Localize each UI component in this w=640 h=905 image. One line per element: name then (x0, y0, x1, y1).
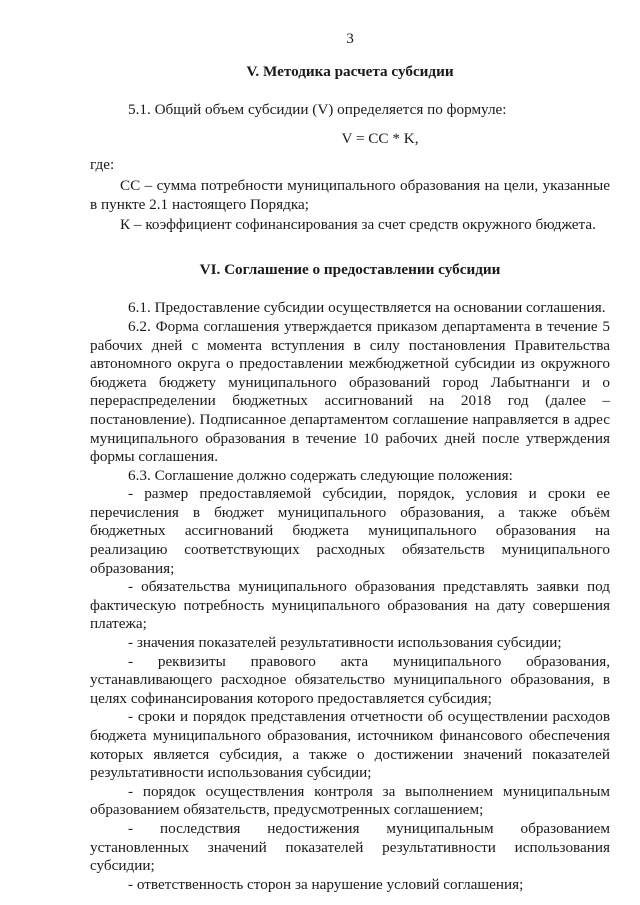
formula: V = CC * K, (341, 129, 419, 147)
section-5-heading: V. Методика расчета субсидии (246, 62, 454, 80)
where-label: где: (90, 156, 115, 174)
paragraph-6-2: 6.2. Форма соглашения утверждается приказом департамента в течение 5 рабочих дней с момента вступления в силу постановления Правительства автономного округа о предоставлении межбюджетной субсидии из окружного бюджета бюджету муниципального образований город Лабытнанги и о перераспределении бюджетных ассигнований на 2018 год (далее – постановление). Подписанное департаментом соглашение направляется в адрес муниципального образования в течение 10 рабочих дней после утверждения формы соглашения. (90, 317, 610, 466)
list-item: - последствия недостижения муниципальным образованием установленных значений показателей результативности использования субсидии; (90, 819, 610, 875)
definition-k: К – коэффициент софинансирования за счет средств окружного бюджета. (120, 216, 596, 234)
definition-cc: CC – сумма потребности муниципального образования на цели, указанные в пункте 2.1 настоящего Порядка; (90, 176, 610, 213)
list-item: - сроки и порядок представления отчетности об осуществлении расходов бюджета муниципального образования, источником финансового обеспечения которых является субсидия, а также о достижении значений показателей результативности использования субсидии; (90, 708, 610, 782)
list-item: - реквизиты правового акта муниципального образования, устанавливающего расходное обязательство муниципального образования, в целях софинансирования которого предоставляется субсидия; (90, 652, 610, 707)
paragraph-6-1: 6.1. Предоставление субсидии осуществляется на основании соглашения. (128, 299, 606, 317)
list-item: - значения показателей результативности использования субсидии; (128, 634, 562, 652)
list-item: - размер предоставляемой субсидии, порядок, условия и сроки ее перечисления в бюджет муниципального образования, а также объём бюджетных ассигнований бюджета муниципального образования на реализацию соответствующих расходных обязательств муниципального образования; (90, 485, 610, 577)
paragraph-6-3: 6.3. Соглашение должно содержать следующие положения: (128, 466, 513, 484)
paragraph-5-1: 5.1. Общий объем субсидии (V) определяется по формуле: (128, 101, 507, 119)
list-item: - ответственность сторон за нарушение условий соглашения; (128, 875, 524, 893)
list-item: - обязательства муниципального образования представлять заявки под фактическую потребность муниципального образования на дату совершения платежа; (90, 578, 610, 633)
section-6-heading: VI. Соглашение о предоставлении субсидии (199, 260, 501, 278)
list-item: - порядок осуществления контроля за выполнением муниципальным образованием обязательств, предусмотренных соглашением; (90, 782, 610, 819)
page-number: 3 (346, 30, 354, 47)
document-page (90, 30, 610, 894)
